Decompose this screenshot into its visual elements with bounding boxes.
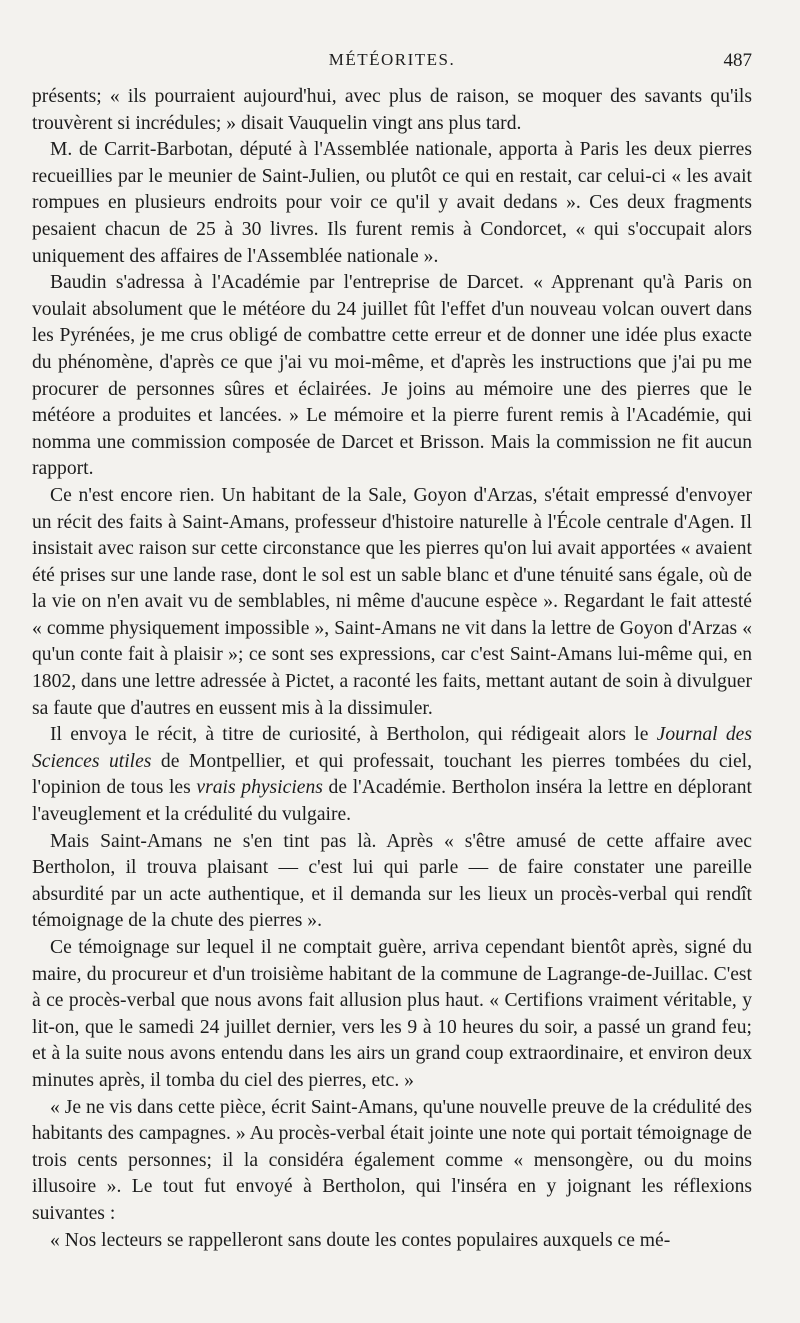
paragraph xyxy=(32,935,752,1095)
text-run: Ce n'est encore rien. Un habitant de la Sale, Goyon d'Arzas, s'était empressé d'envoyer un récit des faits à Saint-Amans, professeur d'histoire naturelle à l'École centrale d'Agen. Il insistait avec raison sur cette circonstance que les pierres qu'on lui avait apportées « avaient été prises sur une lande rase, dont le sol est un sable blanc et d'une ténuité sans égale, où de la vie on n'en avait vu de semblables, ni même d'aucune espèce ». Regardant le fait attesté « comme physiquement impossible », Saint-Amans ne vit dans la lettre de Goyon d'Arzas « qu'un conte fait à plaisir »; ce sont ses expressions, car c'est Saint-Amans lui-même qui, en 1802, dans une lettre adressée à Pictet, a raconté les faits, mettant autant de soin à divulguer sa faute que d'autres en eussent mis à la dissimuler. xyxy=(32,484,752,719)
running-head xyxy=(32,50,752,76)
text-run: Baudin s'adressa à l'Académie par l'entreprise de Darcet. « Apprenant qu'à Paris on voulait absolument que le météore du 24 juillet fût l'effet d'un nouveau volcan ouvert dans les Pyrénées, je me crus obligé de combattre cette erreur et de donner une idée plus exacte du phénomène, d'après ce que j'ai vu moi-même, et d'après les instructions que j'ai pu me procurer de personnes sûres et éclairées. Je joins au mémoire une des pierres que le météore a produites et lancées. » Le mémoire et la pierre furent remis à l'Académie, qui nomma une commission composée de Darcet et Brisson. Mais la commission ne fit aucun rapport. xyxy=(32,272,752,480)
text-run: présents; « ils pourraient aujourd'hui, avec plus de raison, se moquer des savants qu'ils trouvèrent si incrédules; » disait Vauquelin vingt ans plus tard. xyxy=(32,86,752,134)
text-run: Il envoya le récit, à titre de curiosité, à Bertholon, qui rédigeait alors le xyxy=(50,724,657,746)
text-run: de l'Académie. Bertholon inséra la lettre en déplorant l'aveuglement et la crédulité du vulgaire. xyxy=(32,777,752,826)
paragraph xyxy=(32,1095,752,1228)
paragraph xyxy=(32,829,752,935)
paragraph xyxy=(32,722,752,828)
paragraph xyxy=(32,137,752,270)
paragraph xyxy=(32,483,752,722)
italic-text: Journal des Sciences utiles xyxy=(32,724,752,772)
paragraph xyxy=(32,1228,752,1255)
paragraph xyxy=(32,270,752,483)
body-text xyxy=(32,84,752,1254)
running-title: MÉTÉORITES. xyxy=(328,50,456,69)
paragraph xyxy=(32,84,752,137)
text-run: de Montpellier, et qui professait, touchant les pierres tombées du ciel, l'opinion de tous les xyxy=(32,750,752,799)
text-run: « Nos lecteurs se rappelleront sans doute les contes populaires auxquels ce mé- xyxy=(50,1229,671,1251)
text-run: Ce témoignage sur lequel il ne comptait guère, arriva cependant bientôt après, signé du maire, du procureur et d'un troisième habitant de la commune de Lagrange-de-Juillac. C'est à ce procès-verbal que nous avons fait allusion plus haut. « Certifions vraiment véritable, y lit-on, que le samedi 24 juillet dernier, vers les 9 à 10 heures du soir, a passé un grand feu; et à la suite nous avons entendu dans les airs un grand coup extraordinaire, et environ deux minutes après, il tomba du ciel des pierres, etc. » xyxy=(32,937,752,1091)
text-run: M. de Carrit-Barbotan, député à l'Assemblée nationale, apporta à Paris les deux pierres recueillies par le meunier de Saint-Julien, ou plutôt ce qui en restait, car celui-ci « les avait rompues en plusieurs endroits pour voir ce qu'il y avait dedans ». Ces deux fragments pesaient chacun de 25 à 30 livres. Ils furent remis à Condorcet, « qui s'occupait alors uniquement des affaires de l'Assemblée nationale ». xyxy=(32,139,752,267)
italic-text: vrais physiciens xyxy=(196,777,323,799)
page-number: 487 xyxy=(723,50,752,71)
text-run: Mais Saint-Amans ne s'en tint pas là. Après « s'être amusé de cette affaire avec Bertholon, il trouva plaisant — c'est lui qui parle — de faire constater une pareille absurdité par un acte authentique, et il demanda sur les lieux un procès-verbal qui rendît témoignage de la chute des pierres ». xyxy=(32,830,752,932)
text-run: « Je ne vis dans cette pièce, écrit Saint-Amans, qu'une nouvelle preuve de la crédulité des habitants des campagnes. » Au procès-verbal était jointe une note qui portait témoignage de trois cents personnes; il la considéra également comme « mensongère, ou du moins illusoire ». Le tout fut envoyé à Bertholon, qui l'inséra en y joignant les réflexions suivantes : xyxy=(32,1096,752,1224)
